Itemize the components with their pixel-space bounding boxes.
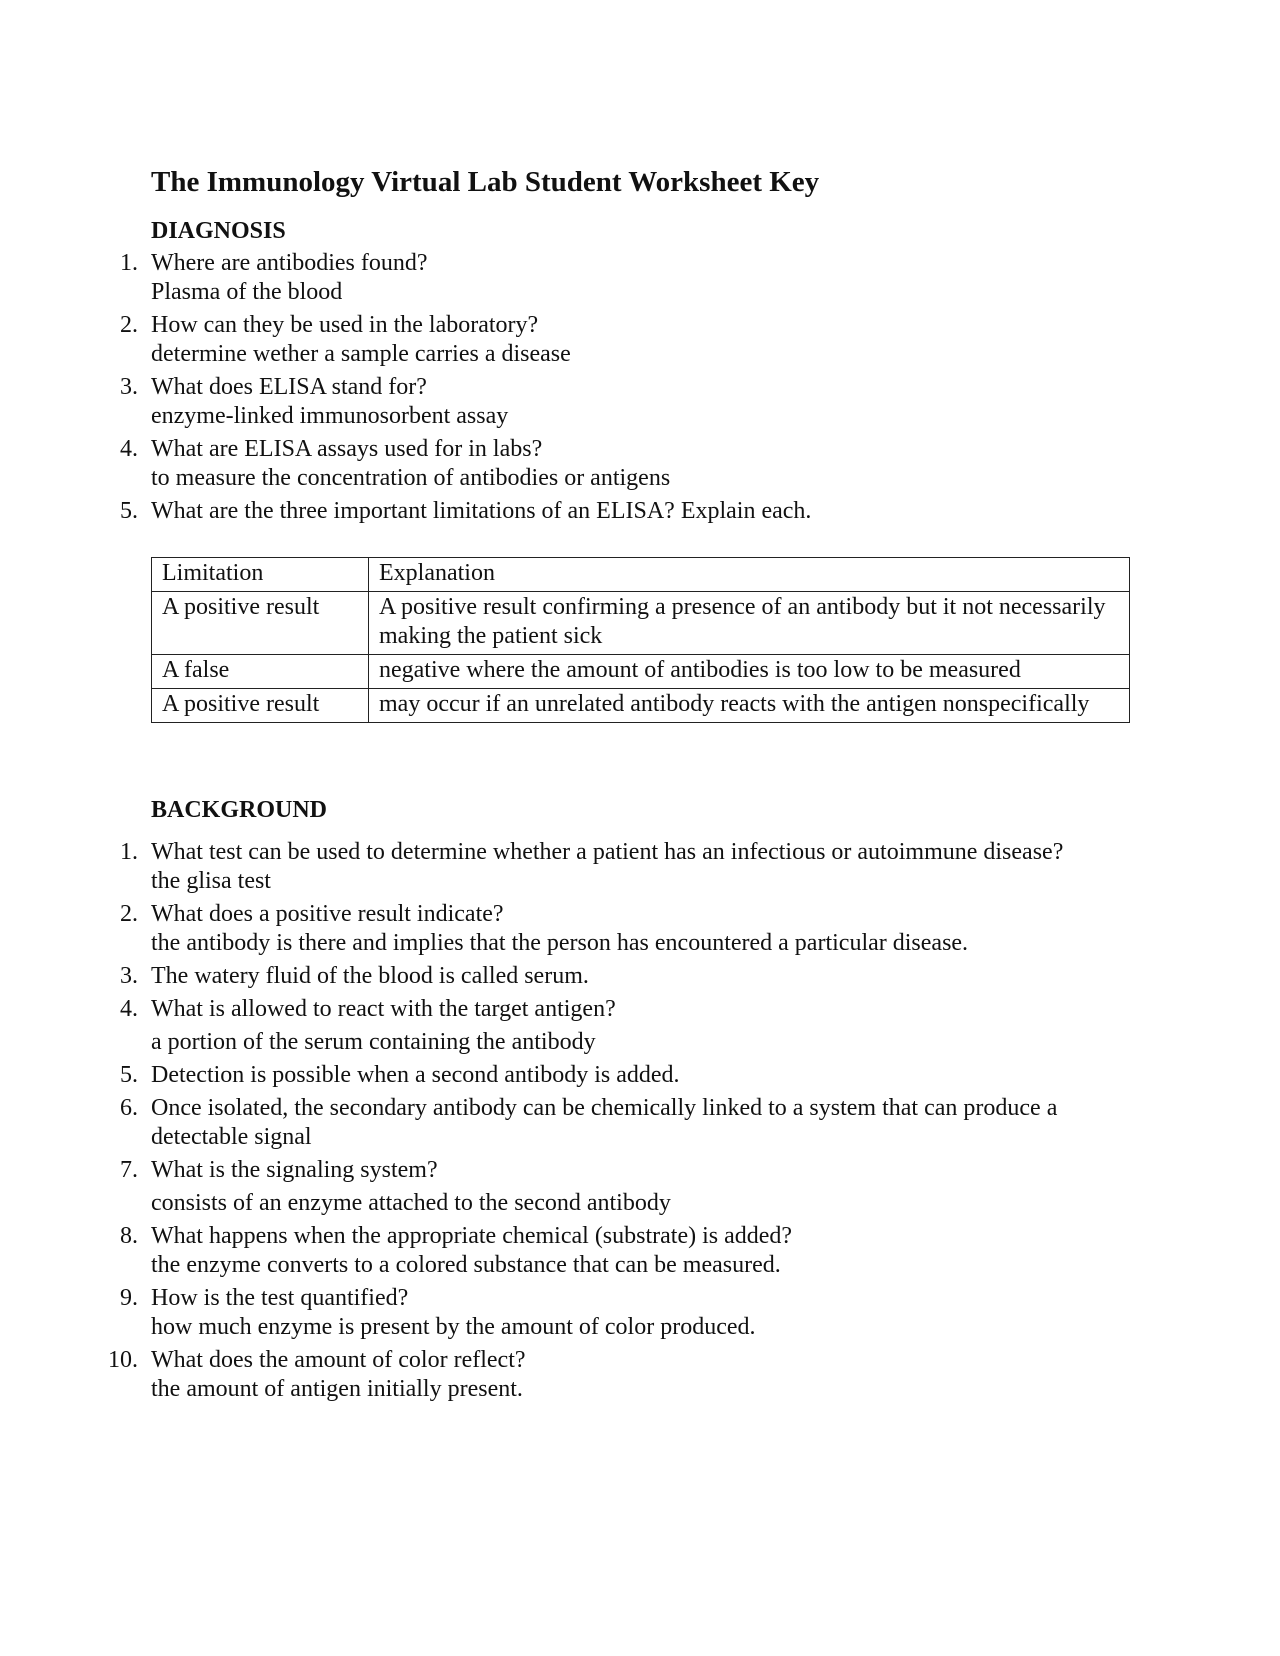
table-header-explanation: Explanation — [369, 558, 1130, 592]
table-cell-limitation: A positive result — [152, 689, 369, 723]
question-text: How can they be used in the laboratory? — [151, 312, 539, 338]
question-number: 1. — [120, 839, 138, 865]
table-header-limitation: Limitation — [152, 558, 369, 592]
background-question-1 — [0, 838, 1280, 896]
question-text: The watery fluid of the blood is called serum. — [151, 963, 589, 989]
background-question-10 — [0, 1346, 1280, 1404]
question-text: Detection is possible when a second antibody is added. — [151, 1062, 680, 1088]
question-text: What happens when the appropriate chemical (substrate) is added? — [151, 1223, 793, 1249]
answer-text: enzyme-linked immunosorbent assay — [151, 403, 509, 429]
table-row — [152, 689, 1130, 723]
question-text: Where are antibodies found? — [151, 250, 428, 276]
answer-text: the amount of antigen initially present. — [151, 1376, 523, 1402]
question-text: How is the test quantified? — [151, 1285, 409, 1311]
question-number: 7. — [120, 1157, 138, 1183]
question-text: What is allowed to react with the target antigen? — [151, 996, 616, 1022]
question-number: 8. — [120, 1223, 138, 1249]
background-question-list — [0, 838, 1280, 1404]
answer-text: consists of an enzyme attached to the second antibody — [151, 1190, 671, 1216]
question-number: 4. — [120, 436, 138, 462]
background-question-2 — [0, 900, 1280, 958]
diagnosis-question-1 — [0, 249, 1280, 307]
question-number: 9. — [120, 1285, 138, 1311]
background-question-3 — [0, 962, 1280, 991]
question-text: What does the amount of color reflect? — [151, 1347, 526, 1373]
answer-text: how much enzyme is present by the amount of color produced. — [151, 1314, 756, 1340]
table-cell-explanation: may occur if an unrelated antibody reacts with the antigen nonspecifically — [369, 689, 1130, 723]
background-heading: BACKGROUND — [151, 797, 328, 823]
question-number: 6. — [120, 1095, 138, 1121]
answer-text: the antibody is there and implies that the person has encountered a particular disease. — [151, 930, 969, 956]
question-text: What are the three important limitations of an ELISA? Explain each. — [151, 498, 812, 524]
answer-text: determine wether a sample carries a disease — [151, 341, 571, 367]
answer-text: to measure the concentration of antibodies or antigens — [151, 465, 671, 491]
question-number: 2. — [120, 901, 138, 927]
question-text: What test can be used to determine whether a patient has an infectious or autoimmune disease? — [151, 839, 1064, 865]
background-question-4 — [0, 995, 1280, 1057]
question-number: 3. — [120, 374, 138, 400]
background-question-8 — [0, 1222, 1280, 1280]
question-text: What does ELISA stand for? — [151, 374, 427, 400]
question-number: 1. — [120, 250, 138, 276]
diagnosis-question-3 — [0, 373, 1280, 431]
background-question-6 — [0, 1094, 1280, 1152]
table-row — [152, 655, 1130, 689]
answer-text: the glisa test — [151, 868, 271, 894]
answer-text: a portion of the serum containing the antibody — [151, 1029, 596, 1055]
question-number: 5. — [120, 498, 138, 524]
question-number: 2. — [120, 312, 138, 338]
question-number: 3. — [120, 963, 138, 989]
question-number: 10. — [108, 1347, 138, 1373]
diagnosis-question-2 — [0, 311, 1280, 369]
background-question-7 — [0, 1156, 1280, 1218]
table-cell-explanation: negative where the amount of antibodies is too low to be measured — [369, 655, 1130, 689]
question-text: What does a positive result indicate? — [151, 901, 504, 927]
table-cell-limitation: A false — [152, 655, 369, 689]
diagnosis-heading: DIAGNOSIS — [151, 218, 286, 244]
limitations-table — [151, 557, 1130, 723]
diagnosis-question-5 — [0, 497, 1280, 526]
background-question-9 — [0, 1284, 1280, 1342]
diagnosis-question-list — [0, 249, 1280, 526]
question-text: Once isolated, the secondary antibody can be chemically linked to a system that can produce a detectable signal — [151, 1095, 1058, 1150]
answer-text: Plasma of the blood — [151, 279, 343, 305]
page-title: The Immunology Virtual Lab Student Worksheet Key — [151, 166, 820, 198]
question-number: 4. — [120, 996, 138, 1022]
table-header-row — [152, 558, 1130, 592]
question-number: 5. — [120, 1062, 138, 1088]
answer-text: the enzyme converts to a colored substance that can be measured. — [151, 1252, 781, 1278]
background-question-5 — [0, 1061, 1280, 1090]
table-cell-explanation: A positive result confirming a presence of an antibody but it not necessarily making the patient sick — [369, 592, 1130, 655]
table-row — [152, 592, 1130, 655]
question-text: What are ELISA assays used for in labs? — [151, 436, 543, 462]
table-cell-limitation: A positive result — [152, 592, 369, 655]
diagnosis-question-4 — [0, 435, 1280, 493]
question-text: What is the signaling system? — [151, 1157, 438, 1183]
